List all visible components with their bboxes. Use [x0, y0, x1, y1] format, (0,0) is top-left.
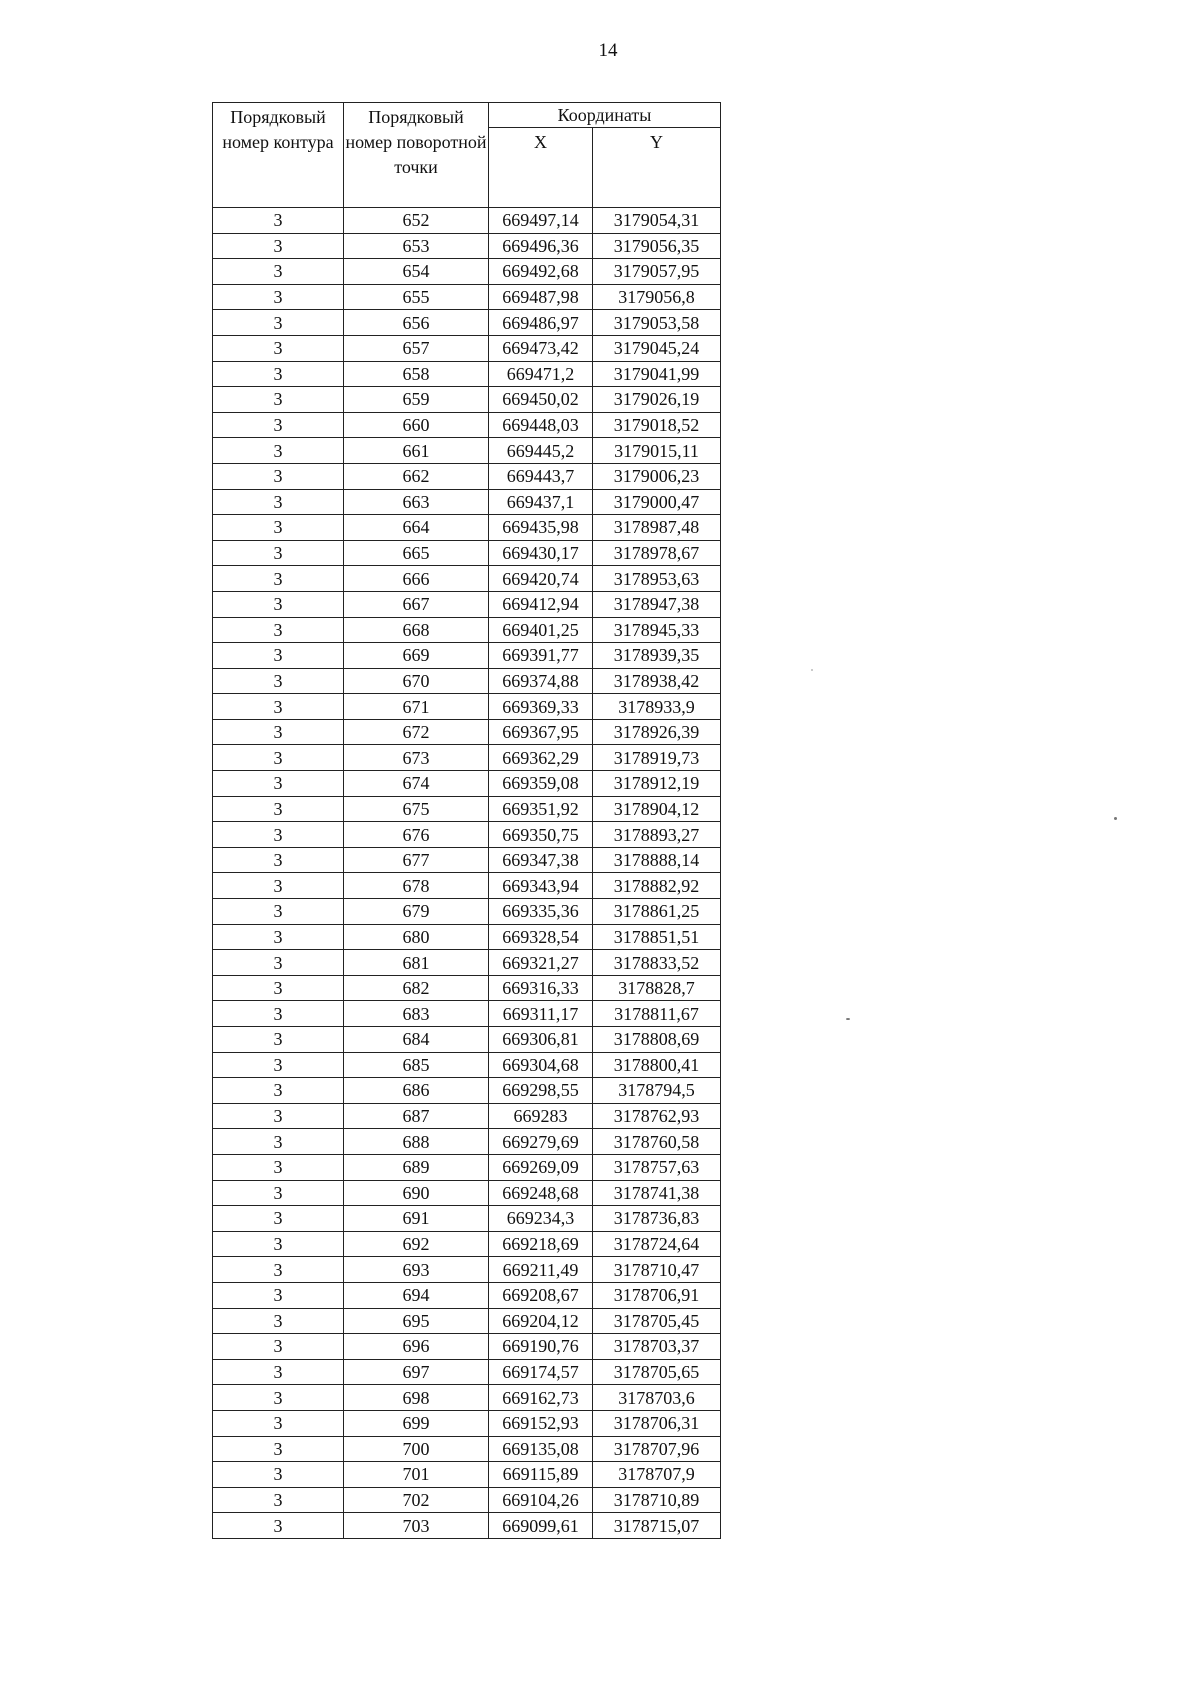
table-row [213, 1436, 721, 1462]
table-row [213, 463, 721, 489]
cell-x: 669269,09 [489, 1154, 593, 1180]
table-row [213, 259, 721, 285]
cell-y: 3178794,5 [593, 1078, 721, 1104]
cell-contour-number: 3 [213, 1180, 344, 1206]
cell-y: 3178888,14 [593, 847, 721, 873]
table-row [213, 1487, 721, 1513]
cell-x: 669351,92 [489, 796, 593, 822]
cell-point-number: 658 [344, 361, 489, 387]
cell-contour-number: 3 [213, 745, 344, 771]
cell-contour-number: 3 [213, 1385, 344, 1411]
cell-contour-number: 3 [213, 591, 344, 617]
cell-x: 669316,33 [489, 975, 593, 1001]
table-row [213, 771, 721, 797]
cell-point-number: 673 [344, 745, 489, 771]
cell-contour-number: 3 [213, 1282, 344, 1308]
cell-point-number: 653 [344, 233, 489, 259]
table-header [213, 103, 721, 208]
table-row [213, 284, 721, 310]
cell-x: 669443,7 [489, 463, 593, 489]
cell-x: 669211,49 [489, 1257, 593, 1283]
cell-y: 3178808,69 [593, 1027, 721, 1053]
cell-point-number: 686 [344, 1078, 489, 1104]
cell-x: 669343,94 [489, 873, 593, 899]
cell-y: 3178703,37 [593, 1334, 721, 1360]
cell-y: 3179018,52 [593, 412, 721, 438]
cell-y: 3178706,91 [593, 1282, 721, 1308]
cell-point-number: 669 [344, 643, 489, 669]
table-row [213, 873, 721, 899]
table-row [213, 361, 721, 387]
cell-y: 3178710,89 [593, 1487, 721, 1513]
cell-y: 3178987,48 [593, 515, 721, 541]
table-row [213, 566, 721, 592]
cell-point-number: 671 [344, 694, 489, 720]
cell-y: 3178933,9 [593, 694, 721, 720]
cell-point-number: 667 [344, 591, 489, 617]
cell-x: 669304,68 [489, 1052, 593, 1078]
cell-y: 3178947,38 [593, 591, 721, 617]
cell-contour-number: 3 [213, 1027, 344, 1053]
cell-point-number: 664 [344, 515, 489, 541]
table-body [213, 208, 721, 1539]
cell-x: 669391,77 [489, 643, 593, 669]
cell-y: 3178736,83 [593, 1206, 721, 1232]
cell-y: 3179056,8 [593, 284, 721, 310]
table-row [213, 438, 721, 464]
cell-point-number: 659 [344, 387, 489, 413]
page-number: 14 [598, 40, 618, 61]
cell-point-number: 657 [344, 335, 489, 361]
cell-x: 669369,33 [489, 694, 593, 720]
cell-x: 669401,25 [489, 617, 593, 643]
cell-contour-number: 3 [213, 643, 344, 669]
cell-contour-number: 3 [213, 796, 344, 822]
cell-y: 3179057,95 [593, 259, 721, 285]
cell-contour-number: 3 [213, 694, 344, 720]
cell-contour-number: 3 [213, 1334, 344, 1360]
table-row [213, 975, 721, 1001]
cell-point-number: 696 [344, 1334, 489, 1360]
cell-x: 669471,2 [489, 361, 593, 387]
cell-point-number: 689 [344, 1154, 489, 1180]
cell-contour-number: 3 [213, 1308, 344, 1334]
table-row [213, 899, 721, 925]
coordinates-table [212, 102, 721, 1539]
cell-y: 3178707,96 [593, 1436, 721, 1462]
cell-y: 3178800,41 [593, 1052, 721, 1078]
cell-y: 3178939,35 [593, 643, 721, 669]
cell-x: 669248,68 [489, 1180, 593, 1206]
cell-x: 669362,29 [489, 745, 593, 771]
table-row [213, 1282, 721, 1308]
cell-y: 3179006,23 [593, 463, 721, 489]
table-row [213, 668, 721, 694]
cell-y: 3178851,51 [593, 924, 721, 950]
cell-point-number: 679 [344, 899, 489, 925]
cell-x: 669496,36 [489, 233, 593, 259]
cell-contour-number: 3 [213, 668, 344, 694]
cell-point-number: 678 [344, 873, 489, 899]
cell-point-number: 694 [344, 1282, 489, 1308]
cell-contour-number: 3 [213, 335, 344, 361]
table-row [213, 1308, 721, 1334]
cell-y: 3178706,31 [593, 1410, 721, 1436]
cell-point-number: 681 [344, 950, 489, 976]
cell-x: 669311,17 [489, 1001, 593, 1027]
cell-y: 3179053,58 [593, 310, 721, 336]
cell-x: 669279,69 [489, 1129, 593, 1155]
cell-y: 3178757,63 [593, 1154, 721, 1180]
cell-y: 3178741,38 [593, 1180, 721, 1206]
cell-x: 669162,73 [489, 1385, 593, 1411]
cell-point-number: 685 [344, 1052, 489, 1078]
header-point-number: Порядковый номер поворотной точки [344, 103, 489, 208]
cell-contour-number: 3 [213, 387, 344, 413]
cell-y: 3178707,9 [593, 1462, 721, 1488]
cell-y: 3179054,31 [593, 208, 721, 234]
table-row [213, 1462, 721, 1488]
table-row [213, 1359, 721, 1385]
cell-contour-number: 3 [213, 1436, 344, 1462]
cell-point-number: 693 [344, 1257, 489, 1283]
cell-point-number: 656 [344, 310, 489, 336]
table-row [213, 233, 721, 259]
cell-contour-number: 3 [213, 1487, 344, 1513]
cell-y: 3178703,6 [593, 1385, 721, 1411]
scan-speck [811, 669, 813, 671]
cell-point-number: 677 [344, 847, 489, 873]
table-row [213, 1206, 721, 1232]
table-row [213, 387, 721, 413]
table-row [213, 847, 721, 873]
table-row [213, 643, 721, 669]
cell-contour-number: 3 [213, 310, 344, 336]
cell-y: 3179026,19 [593, 387, 721, 413]
cell-x: 669497,14 [489, 208, 593, 234]
cell-point-number: 690 [344, 1180, 489, 1206]
cell-point-number: 654 [344, 259, 489, 285]
cell-contour-number: 3 [213, 1513, 344, 1539]
cell-contour-number: 3 [213, 438, 344, 464]
cell-point-number: 665 [344, 540, 489, 566]
cell-point-number: 652 [344, 208, 489, 234]
cell-point-number: 666 [344, 566, 489, 592]
cell-contour-number: 3 [213, 975, 344, 1001]
table-row [213, 617, 721, 643]
cell-x: 669234,3 [489, 1206, 593, 1232]
cell-y: 3178882,92 [593, 873, 721, 899]
cell-y: 3178893,27 [593, 822, 721, 848]
cell-contour-number: 3 [213, 771, 344, 797]
cell-x: 669473,42 [489, 335, 593, 361]
cell-y: 3178715,07 [593, 1513, 721, 1539]
cell-contour-number: 3 [213, 515, 344, 541]
cell-y: 3179041,99 [593, 361, 721, 387]
table-row [213, 1103, 721, 1129]
cell-contour-number: 3 [213, 1052, 344, 1078]
cell-x: 669104,26 [489, 1487, 593, 1513]
cell-contour-number: 3 [213, 208, 344, 234]
cell-point-number: 687 [344, 1103, 489, 1129]
cell-contour-number: 3 [213, 950, 344, 976]
table-row [213, 1410, 721, 1436]
cell-point-number: 699 [344, 1410, 489, 1436]
table-row [213, 489, 721, 515]
table-row [213, 1257, 721, 1283]
cell-contour-number: 3 [213, 873, 344, 899]
cell-y: 3178724,64 [593, 1231, 721, 1257]
cell-y: 3178953,63 [593, 566, 721, 592]
cell-y: 3178762,93 [593, 1103, 721, 1129]
cell-y: 3178912,19 [593, 771, 721, 797]
cell-x: 669347,38 [489, 847, 593, 873]
cell-y: 3178833,52 [593, 950, 721, 976]
cell-x: 669430,17 [489, 540, 593, 566]
cell-contour-number: 3 [213, 361, 344, 387]
cell-x: 669420,74 [489, 566, 593, 592]
cell-point-number: 661 [344, 438, 489, 464]
cell-x: 669283 [489, 1103, 593, 1129]
cell-x: 669367,95 [489, 719, 593, 745]
cell-x: 669298,55 [489, 1078, 593, 1104]
scan-speck [1114, 817, 1117, 820]
cell-contour-number: 3 [213, 719, 344, 745]
scan-speck [846, 1018, 850, 1020]
header-x: X [489, 128, 593, 208]
table-row [213, 1180, 721, 1206]
cell-contour-number: 3 [213, 259, 344, 285]
cell-contour-number: 3 [213, 566, 344, 592]
cell-contour-number: 3 [213, 1231, 344, 1257]
header-coordinates: Координаты [489, 103, 721, 128]
cell-y: 3178919,73 [593, 745, 721, 771]
cell-contour-number: 3 [213, 284, 344, 310]
cell-x: 669174,57 [489, 1359, 593, 1385]
cell-point-number: 680 [344, 924, 489, 950]
table-row [213, 310, 721, 336]
cell-y: 3178705,65 [593, 1359, 721, 1385]
cell-y: 3179045,24 [593, 335, 721, 361]
cell-x: 669152,93 [489, 1410, 593, 1436]
table-row [213, 591, 721, 617]
table-row [213, 1513, 721, 1539]
cell-x: 669208,67 [489, 1282, 593, 1308]
cell-x: 669335,36 [489, 899, 593, 925]
cell-x: 669486,97 [489, 310, 593, 336]
cell-y: 3179015,11 [593, 438, 721, 464]
table-row [213, 924, 721, 950]
cell-y: 3178710,47 [593, 1257, 721, 1283]
cell-contour-number: 3 [213, 1206, 344, 1232]
cell-point-number: 688 [344, 1129, 489, 1155]
cell-point-number: 691 [344, 1206, 489, 1232]
table-row [213, 515, 721, 541]
cell-contour-number: 3 [213, 924, 344, 950]
cell-x: 669218,69 [489, 1231, 593, 1257]
cell-y: 3179056,35 [593, 233, 721, 259]
cell-point-number: 682 [344, 975, 489, 1001]
table-row [213, 208, 721, 234]
cell-y: 3178926,39 [593, 719, 721, 745]
cell-contour-number: 3 [213, 412, 344, 438]
cell-x: 669437,1 [489, 489, 593, 515]
table-row [213, 1078, 721, 1104]
cell-point-number: 684 [344, 1027, 489, 1053]
cell-point-number: 676 [344, 822, 489, 848]
cell-x: 669350,75 [489, 822, 593, 848]
table-row [213, 1154, 721, 1180]
table-row [213, 1052, 721, 1078]
cell-y: 3178705,45 [593, 1308, 721, 1334]
cell-point-number: 703 [344, 1513, 489, 1539]
cell-y: 3178861,25 [593, 899, 721, 925]
table-row [213, 822, 721, 848]
cell-y: 3178828,7 [593, 975, 721, 1001]
cell-contour-number: 3 [213, 822, 344, 848]
cell-x: 669445,2 [489, 438, 593, 464]
cell-y: 3178938,42 [593, 668, 721, 694]
table-row [213, 412, 721, 438]
header-y: Y [593, 128, 721, 208]
cell-contour-number: 3 [213, 1154, 344, 1180]
cell-y: 3178978,67 [593, 540, 721, 566]
cell-point-number: 674 [344, 771, 489, 797]
cell-point-number: 662 [344, 463, 489, 489]
cell-point-number: 670 [344, 668, 489, 694]
table-row [213, 540, 721, 566]
table-row [213, 335, 721, 361]
cell-x: 669448,03 [489, 412, 593, 438]
cell-y: 3178811,67 [593, 1001, 721, 1027]
cell-contour-number: 3 [213, 1257, 344, 1283]
cell-point-number: 692 [344, 1231, 489, 1257]
cell-contour-number: 3 [213, 463, 344, 489]
cell-point-number: 701 [344, 1462, 489, 1488]
cell-y: 3178904,12 [593, 796, 721, 822]
cell-contour-number: 3 [213, 1410, 344, 1436]
table-row [213, 1027, 721, 1053]
table-row [213, 1001, 721, 1027]
cell-contour-number: 3 [213, 540, 344, 566]
cell-x: 669328,54 [489, 924, 593, 950]
cell-x: 669306,81 [489, 1027, 593, 1053]
cell-point-number: 697 [344, 1359, 489, 1385]
cell-point-number: 660 [344, 412, 489, 438]
cell-point-number: 655 [344, 284, 489, 310]
cell-x: 669412,94 [489, 591, 593, 617]
cell-x: 669492,68 [489, 259, 593, 285]
cell-y: 3178760,58 [593, 1129, 721, 1155]
cell-x: 669190,76 [489, 1334, 593, 1360]
cell-contour-number: 3 [213, 1129, 344, 1155]
cell-x: 669450,02 [489, 387, 593, 413]
cell-contour-number: 3 [213, 1359, 344, 1385]
cell-x: 669435,98 [489, 515, 593, 541]
cell-point-number: 700 [344, 1436, 489, 1462]
header-contour-number: Порядковый номер контура [213, 103, 344, 208]
table-row [213, 1334, 721, 1360]
table-row [213, 719, 721, 745]
cell-x: 669487,98 [489, 284, 593, 310]
cell-point-number: 663 [344, 489, 489, 515]
cell-x: 669374,88 [489, 668, 593, 694]
cell-point-number: 698 [344, 1385, 489, 1411]
table-row [213, 745, 721, 771]
cell-contour-number: 3 [213, 1103, 344, 1129]
table-row [213, 1129, 721, 1155]
cell-point-number: 668 [344, 617, 489, 643]
cell-y: 3179000,47 [593, 489, 721, 515]
cell-contour-number: 3 [213, 233, 344, 259]
cell-contour-number: 3 [213, 899, 344, 925]
cell-contour-number: 3 [213, 1001, 344, 1027]
table-row [213, 950, 721, 976]
cell-point-number: 695 [344, 1308, 489, 1334]
cell-point-number: 672 [344, 719, 489, 745]
table-row [213, 1385, 721, 1411]
cell-x: 669099,61 [489, 1513, 593, 1539]
cell-point-number: 683 [344, 1001, 489, 1027]
cell-point-number: 702 [344, 1487, 489, 1513]
table-row [213, 694, 721, 720]
cell-contour-number: 3 [213, 1462, 344, 1488]
cell-contour-number: 3 [213, 617, 344, 643]
cell-contour-number: 3 [213, 1078, 344, 1104]
cell-contour-number: 3 [213, 489, 344, 515]
table-row [213, 1231, 721, 1257]
cell-x: 669359,08 [489, 771, 593, 797]
cell-point-number: 675 [344, 796, 489, 822]
cell-y: 3178945,33 [593, 617, 721, 643]
cell-x: 669135,08 [489, 1436, 593, 1462]
table-row [213, 796, 721, 822]
cell-x: 669115,89 [489, 1462, 593, 1488]
cell-x: 669204,12 [489, 1308, 593, 1334]
cell-x: 669321,27 [489, 950, 593, 976]
cell-contour-number: 3 [213, 847, 344, 873]
